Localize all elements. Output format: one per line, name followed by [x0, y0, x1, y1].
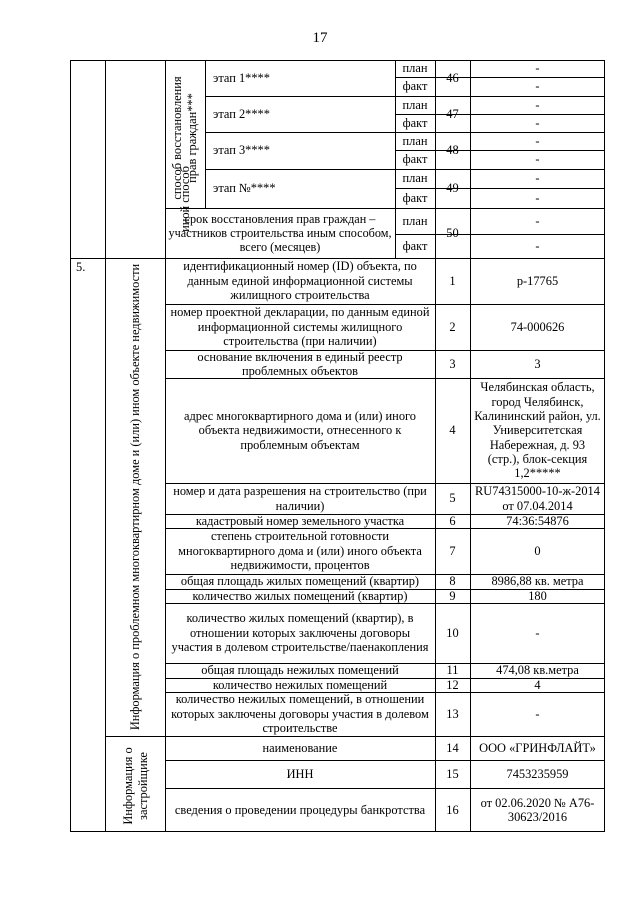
object-info-label: Информация о проблемном многоквартирном доме и (или) ином объекте недвижимости: [127, 263, 142, 731]
registry-basis-label: основание включения в единый реестр проблемных объектов: [197, 349, 403, 378]
restoration-term-label: срок восстановления прав граждан – участников строительства иным способом, всего (месяцев): [168, 211, 392, 255]
bankruptcy-value: от 02.06.2020 № А76-30623/2016: [480, 795, 595, 824]
row-number: 7: [449, 543, 456, 558]
row-number: 49: [446, 181, 459, 196]
row-number: 11: [446, 663, 459, 678]
plan-label: план: [402, 133, 428, 148]
cadastral-number-value: 74:36:54876: [506, 513, 569, 528]
nonresidential-contracts-label: количество нежилых помещений, в отношении которых заключены договоры участия в долевом строительстве: [171, 692, 429, 736]
building-permit-label: номер и дата разрешения на строительство (при наличии): [173, 484, 427, 513]
row-number: 10: [446, 625, 459, 640]
fact-value: -: [535, 115, 540, 130]
address-value: Челябинская область, город Челябинск, Калининский район, ул. Университетская Набережная, д. 93 (стр.), блок-секция 1,2*****: [474, 380, 601, 481]
nonresidential-contracts-value: -: [535, 706, 540, 721]
stage-n-label: этап №****: [213, 181, 276, 196]
row-number: 15: [446, 766, 459, 781]
project-declaration-label: номер проектной декларации, по данным единой информационной системы жилищного строительства (при наличии): [170, 305, 430, 349]
plan-label: план: [402, 171, 428, 186]
other-method-group-label: иной способ: [177, 166, 192, 232]
fact-label: факт: [402, 79, 428, 94]
row-number: 3: [449, 356, 456, 371]
developer-inn-value: 7453235959: [506, 766, 569, 781]
section-index: 5.: [76, 259, 86, 274]
stage-2-label: этап 2****: [213, 106, 270, 121]
object-id-value: р-17765: [516, 273, 559, 288]
restoration-method-label: способ восстановления прав граждан***: [170, 76, 199, 200]
row-number: 12: [446, 677, 459, 692]
row-number: 9: [449, 588, 456, 603]
nonresidential-count-label: количество нежилых помещений: [212, 677, 388, 692]
apartments-count-value: 180: [528, 588, 547, 603]
plan-label: план: [402, 61, 428, 76]
living-area-label: общая площадь жилых помещений (квартир): [180, 574, 420, 589]
developer-info-label: Информация о застройщике: [121, 747, 150, 825]
plan-label: план: [402, 97, 428, 112]
stage-3-label: этап 3****: [213, 143, 270, 158]
stage-1-label: этап 1****: [213, 70, 270, 85]
plan-value: -: [535, 61, 540, 76]
fact-value: -: [535, 152, 540, 167]
row-number: 46: [446, 70, 459, 85]
fact-value: -: [535, 79, 540, 94]
registry-basis-value: 3: [534, 356, 541, 371]
row-number: 1: [449, 273, 456, 288]
building-permit-value: RU74315000-10-ж-2014 от 07.04.2014: [475, 484, 600, 513]
row-number: 2: [449, 319, 456, 334]
plan-value: -: [535, 171, 540, 186]
living-area-value: 8986,88 кв. метра: [491, 574, 584, 589]
row-number: 6: [449, 513, 456, 528]
plan-label: план: [402, 213, 428, 228]
page-number: 17: [312, 30, 328, 46]
bankruptcy-label: сведения о проведении процедуры банкротства: [174, 802, 426, 817]
readiness-label: степень строительной готовности многоквартирного дома и (или) иного объекта недвижимости, процентов: [178, 529, 422, 573]
row-number: 50: [446, 225, 459, 240]
apartments-contracts-label: количество жилых помещений (квартир), в отношении которых заключены договоры участия в долевом строительстве/паенакопления: [171, 611, 429, 655]
fact-label: факт: [402, 152, 428, 167]
row-number: 5: [449, 491, 456, 506]
address-label: адрес многоквартирного дома и (или) иного объекта недвижимости, отнесенного к проблемным объектам: [184, 408, 416, 452]
developer-inn-label: ИНН: [286, 766, 314, 781]
row-number: 4: [449, 423, 456, 438]
row-number: 48: [446, 143, 459, 158]
fact-label: факт: [402, 190, 428, 205]
nonresidential-area-value: 474,08 кв.метра: [496, 663, 579, 678]
fact-label: факт: [402, 238, 428, 253]
nonresidential-count-value: 4: [534, 677, 541, 692]
apartments-count-label: количество жилых помещений (квартир): [192, 588, 408, 603]
row-number: 14: [446, 740, 459, 755]
plan-value: -: [535, 213, 540, 228]
row-number: 47: [446, 106, 459, 121]
developer-name-value: ООО «ГРИНФЛАЙТ»: [479, 740, 596, 755]
fact-label: факт: [402, 115, 428, 130]
apartments-contracts-value: -: [535, 625, 540, 640]
row-number: 16: [446, 802, 459, 817]
project-declaration-value: 74-000626: [510, 319, 565, 334]
row-number: 13: [446, 706, 459, 721]
readiness-value: 0: [534, 543, 541, 558]
row-number: 8: [449, 574, 456, 589]
cadastral-number-label: кадастровый номер земельного участка: [195, 513, 405, 528]
object-id-label: идентификационный номер (ID) объекта, по данным единой информационной системы жилищного строительства: [183, 259, 417, 303]
fact-value: -: [535, 238, 540, 253]
plan-value: -: [535, 133, 540, 148]
developer-name-label: наименование: [262, 740, 338, 755]
nonresidential-area-label: общая площадь нежилых помещений: [201, 663, 399, 678]
fact-value: -: [535, 190, 540, 205]
plan-value: -: [535, 97, 540, 112]
data-table: [70, 60, 605, 832]
